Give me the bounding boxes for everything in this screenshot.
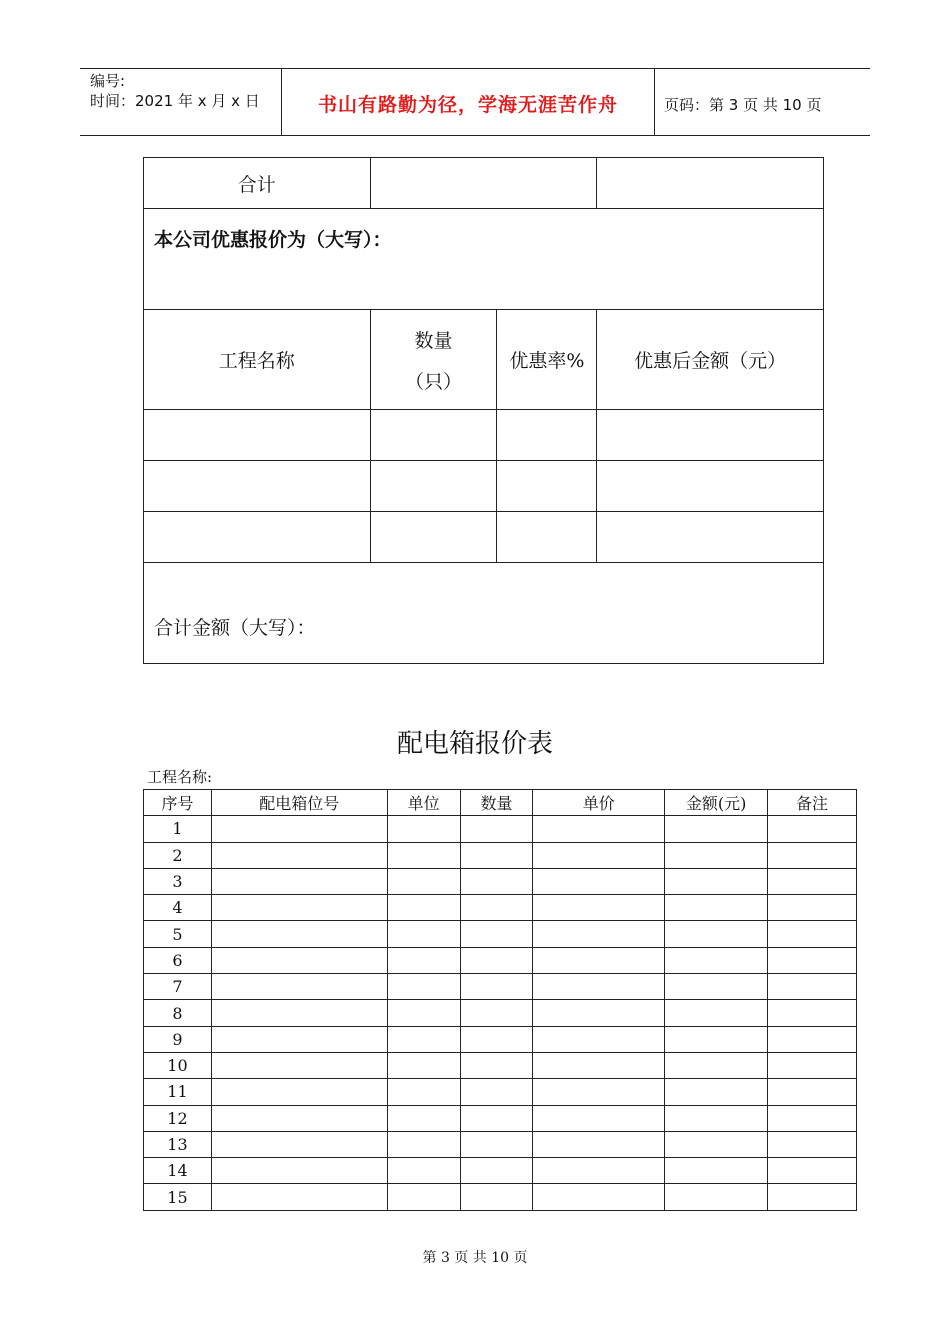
table-cell[interactable]: [665, 1026, 768, 1052]
table-cell[interactable]: [533, 868, 665, 894]
document-date: 时间：2021 年 x 月 x 日: [90, 92, 260, 110]
table-cell[interactable]: [533, 921, 665, 947]
row-number: 10: [144, 1052, 212, 1078]
table-row: [144, 842, 857, 868]
table-cell[interactable]: [768, 895, 857, 921]
table-cell[interactable]: [665, 895, 768, 921]
table-cell[interactable]: [768, 1184, 857, 1210]
table-row: [144, 1131, 857, 1157]
header-motto: 书山有路勤为径，学海无涯苦作舟: [317, 94, 618, 116]
quote-cell[interactable]: [144, 461, 371, 512]
table-cell[interactable]: [665, 1131, 768, 1157]
table-cell[interactable]: [665, 1105, 768, 1131]
table-cell[interactable]: [768, 1105, 857, 1131]
grand-total-label: 合计金额（大写）：: [144, 563, 824, 664]
row-number: 5: [144, 921, 212, 947]
table-cell[interactable]: [211, 921, 387, 947]
table-cell[interactable]: [460, 895, 533, 921]
table-cell[interactable]: [665, 1000, 768, 1026]
table-cell[interactable]: [460, 842, 533, 868]
header-col-unit: 单位: [387, 790, 460, 816]
row-number: 4: [144, 895, 212, 921]
table-cell[interactable]: [387, 1105, 460, 1131]
table-cell[interactable]: [387, 1052, 460, 1078]
total-cell-a[interactable]: [370, 158, 597, 209]
table-cell[interactable]: [665, 1158, 768, 1184]
header-discount-rate: 优惠率%: [497, 310, 597, 410]
row-number: 15: [144, 1184, 212, 1210]
quote-cell[interactable]: [144, 410, 371, 461]
header-discounted-amount: 优惠后金额（元）: [597, 310, 824, 410]
table-cell[interactable]: [460, 947, 533, 973]
table-cell[interactable]: [460, 1184, 533, 1210]
table-cell[interactable]: [533, 842, 665, 868]
header-quantity-unit: （只）: [405, 370, 463, 393]
row-number: 1: [144, 816, 212, 842]
header-quantity-label: 数量: [414, 329, 453, 352]
table-cell[interactable]: [533, 1105, 665, 1131]
table-cell[interactable]: [533, 974, 665, 1000]
table-cell[interactable]: [665, 974, 768, 1000]
table-cell[interactable]: [460, 1105, 533, 1131]
table-cell[interactable]: [460, 1000, 533, 1026]
table-cell[interactable]: [460, 1052, 533, 1078]
table-row: [144, 1000, 857, 1026]
quote-cell[interactable]: [370, 461, 497, 512]
table-cell[interactable]: [387, 816, 460, 842]
table-cell[interactable]: [768, 1158, 857, 1184]
table-header-row: [144, 790, 857, 816]
table-cell[interactable]: [533, 1079, 665, 1105]
table-cell[interactable]: [460, 1026, 533, 1052]
table-cell[interactable]: [387, 1000, 460, 1026]
distribution-box-title: 配电箱报价表: [396, 729, 553, 759]
table-cell[interactable]: [387, 1158, 460, 1184]
table-cell[interactable]: [211, 868, 387, 894]
header-divider-right: [654, 68, 655, 136]
table-cell[interactable]: [460, 1131, 533, 1157]
table-cell[interactable]: [387, 842, 460, 868]
table-cell[interactable]: [533, 1000, 665, 1026]
table-cell[interactable]: [387, 868, 460, 894]
table-cell[interactable]: [665, 842, 768, 868]
header-bottom-rule: [80, 135, 870, 136]
header-col-box-position: 配电箱位号: [211, 790, 387, 816]
table-cell[interactable]: [768, 1026, 857, 1052]
table-cell[interactable]: [768, 1000, 857, 1026]
table-cell[interactable]: [768, 947, 857, 973]
row-number: 2: [144, 842, 212, 868]
total-cell-b[interactable]: [597, 158, 824, 209]
table-cell[interactable]: [768, 921, 857, 947]
header-col-remarks: 备注: [768, 790, 857, 816]
table-cell[interactable]: [768, 842, 857, 868]
table-cell[interactable]: [211, 947, 387, 973]
table-cell[interactable]: [460, 921, 533, 947]
table-cell[interactable]: [211, 842, 387, 868]
table-cell[interactable]: [768, 1079, 857, 1105]
table-cell[interactable]: [387, 974, 460, 1000]
row-number: 7: [144, 974, 212, 1000]
table-row: [144, 1026, 857, 1052]
table-cell[interactable]: [211, 1105, 387, 1131]
table-cell[interactable]: [533, 1184, 665, 1210]
row-number: 12: [144, 1105, 212, 1131]
table-cell[interactable]: [665, 1184, 768, 1210]
table-cell[interactable]: [387, 895, 460, 921]
table-cell[interactable]: [211, 895, 387, 921]
table-cell[interactable]: [211, 1000, 387, 1026]
table-row: [144, 816, 857, 842]
table-cell[interactable]: [533, 895, 665, 921]
table-cell[interactable]: [665, 921, 768, 947]
table-cell[interactable]: [211, 1079, 387, 1105]
table-cell[interactable]: [768, 974, 857, 1000]
document-number-label: 编号:: [90, 72, 126, 90]
row-number: 9: [144, 1026, 212, 1052]
table-cell[interactable]: [533, 947, 665, 973]
row-number: 8: [144, 1000, 212, 1026]
discount-quote-table: [143, 157, 824, 664]
row-number: 6: [144, 947, 212, 973]
table-cell[interactable]: [211, 816, 387, 842]
row-number: 11: [144, 1079, 212, 1105]
table-cell[interactable]: [665, 816, 768, 842]
table-row: [144, 1184, 857, 1210]
quote-cell[interactable]: [497, 410, 597, 461]
table-cell[interactable]: [665, 868, 768, 894]
table-cell[interactable]: [533, 1026, 665, 1052]
quote-cell[interactable]: [597, 461, 824, 512]
table-row: [144, 1079, 857, 1105]
table-cell[interactable]: [665, 1079, 768, 1105]
table-cell[interactable]: [460, 1079, 533, 1105]
table-cell[interactable]: [211, 1184, 387, 1210]
table-cell[interactable]: [533, 1158, 665, 1184]
table-cell[interactable]: [387, 1079, 460, 1105]
table-cell[interactable]: [387, 1131, 460, 1157]
quote-cell[interactable]: [597, 512, 824, 563]
table-row: [144, 868, 857, 894]
table-row: [144, 921, 857, 947]
quote-cell[interactable]: [370, 512, 497, 563]
table-row: [144, 974, 857, 1000]
table-cell[interactable]: [533, 1131, 665, 1157]
row-number: 13: [144, 1131, 212, 1157]
table-cell[interactable]: [768, 868, 857, 894]
table-cell[interactable]: [211, 1158, 387, 1184]
table-cell[interactable]: [387, 947, 460, 973]
header-col-serial-number: 序号: [144, 790, 212, 816]
total-label: 合计: [144, 158, 371, 209]
row-number: 3: [144, 868, 212, 894]
header-col-unit-price: 单价: [533, 790, 665, 816]
discount-quote-label: 本公司优惠报价为（大写）：: [144, 209, 824, 310]
quote-cell[interactable]: [497, 512, 597, 563]
table-cell[interactable]: [533, 1052, 665, 1078]
table-cell[interactable]: [768, 816, 857, 842]
quote-cell[interactable]: [597, 410, 824, 461]
table-cell[interactable]: [387, 1026, 460, 1052]
table-cell[interactable]: [768, 1131, 857, 1157]
table-cell[interactable]: [460, 974, 533, 1000]
quote-cell[interactable]: [144, 512, 371, 563]
table-cell[interactable]: [211, 1026, 387, 1052]
table-row: [144, 1052, 857, 1078]
table-cell[interactable]: [768, 1052, 857, 1078]
table-cell[interactable]: [460, 816, 533, 842]
project-name-label: 工程名称:: [147, 768, 213, 786]
table-cell[interactable]: [665, 1052, 768, 1078]
table-cell[interactable]: [211, 1052, 387, 1078]
table-cell[interactable]: [460, 1158, 533, 1184]
table-cell[interactable]: [211, 1131, 387, 1157]
header-quantity: [370, 310, 497, 410]
table-cell[interactable]: [460, 868, 533, 894]
table-cell[interactable]: [387, 1184, 460, 1210]
page-footer: 第 3 页 共 10 页: [422, 1250, 528, 1266]
table-row: [144, 1158, 857, 1184]
page-indicator: 页码：第 3 页 共 10 页: [664, 96, 822, 114]
table-cell[interactable]: [387, 921, 460, 947]
table-cell[interactable]: [211, 974, 387, 1000]
table-row: [144, 947, 857, 973]
header-col-quantity: 数量: [460, 790, 533, 816]
header-project-name: 工程名称: [144, 310, 371, 410]
header-col-amount: 金额(元): [665, 790, 768, 816]
quote-cell[interactable]: [370, 410, 497, 461]
row-number: 14: [144, 1158, 212, 1184]
table-row: [144, 1105, 857, 1131]
quote-cell[interactable]: [497, 461, 597, 512]
header-top-rule: [80, 68, 870, 69]
table-row: [144, 895, 857, 921]
distribution-box-table: [143, 789, 857, 1211]
table-cell[interactable]: [533, 816, 665, 842]
table-cell[interactable]: [665, 947, 768, 973]
